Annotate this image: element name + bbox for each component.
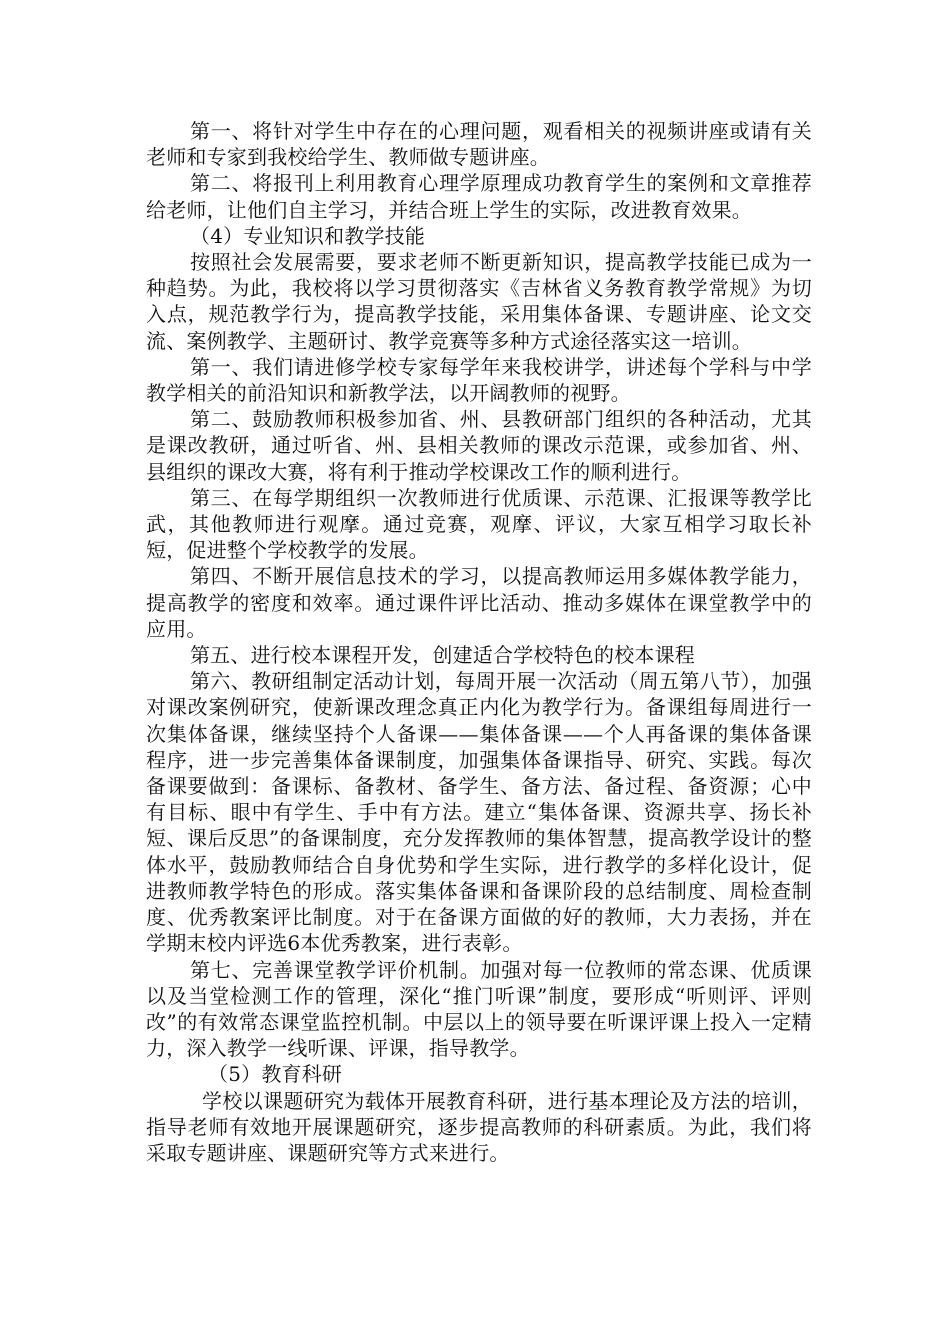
paragraph-collective-lesson-planning: 第六、教研组制定活动计划，每周开展一次活动（周五第八节），加强对课改案例研究，使新课改理念真正内化为教学行为。备课组每周进行一次集体备课，继续坚持个人备课——集体备课——个人再备课的集体备课程序，进一步完善集体备课制度，加强集体备课指导、研究、实践。每次备课要做到：备课标、备教材、备学生、备方法、备过程、备资源；心中有目标、眼中有学生、手中有方法。建立“集体备课、资源共享、扬长补短、课后反思”的备课制度，充分发挥教师的集体智慧，提高教学设计的整体水平，鼓励教师结合自身优势和学生实际，进行教学的多样化设计，促进教师教学特色的形成。落实集体备课和备课阶段的总结制度、周检查制度、优秀教案评比制度。对于在备课方面做的好的教师，大力表扬，并在学期末校内评选6本优秀教案，进行表彰。: [146, 669, 812, 956]
paragraph-skills-overview: 按照社会发展需要，要求老师不断更新知识，提高教学技能已成为一种趋势。为此，我校将以学习贯彻落实《吉林省义务教育教学常规》为切入点，规范教学行为，提高教学技能，采用集体备课、专题讲座、论文交流、案例教学、主题研讨、教学竞赛等多种方式途径落实这一培训。: [146, 250, 812, 353]
paragraph-expert-lectures: 第一、我们请进修学校专家每学年来我校讲学，讲述每个学科与中学教学相关的前沿知识和新教学法，以开阔教师的视野。: [146, 354, 812, 406]
paragraph-school-curriculum: 第五、进行校本课程开发，创建适合学校特色的校本课程: [190, 643, 695, 668]
document-body: [146, 118, 812, 1166]
paragraph-information-technology: 第四、不断开展信息技术的学习，以提高教师运用多媒体教学能力，提高教学的密度和效率。通过课件评比活动、推动多媒体在课堂教学中的应用。: [146, 564, 812, 641]
paragraph-recommended-cases: 第二、将报刊上利用教育心理学原理成功教育学生的案例和文章推荐给老师，让他们自主学习，并结合班上学生的实际，改进教育效果。: [146, 171, 812, 222]
paragraph-teaching-research-activities: 第二、鼓励教师积极参加省、州、县教研部门组织的各种活动，尤其是课改教研，通过听省、州、县相关教师的课改示范课，或参加省、州、县组织的课改大赛，将有利于推动学校课改工作的顺利进行。: [146, 407, 812, 484]
paragraph-teaching-competition: 第三、在每学期组织一次教师进行优质课、示范课、汇报课等教学比武，其他教师进行观摩。通过竞赛，观摩、评议，大家互相学习取长补短，促进整个学校教学的发展。: [146, 485, 812, 563]
section-heading-professional-skills: （4）专业知识和教学技能: [190, 223, 426, 248]
paragraph-psychology-lectures: 第一、将针对学生中存在的心理问题，观看相关的视频讲座或请有关老师和专家到我校给学生、教师做专题讲座。: [146, 119, 812, 170]
paragraph-classroom-evaluation: 第七、完善课堂教学评价机制。加强对每一位教师的常态课、优质课以及当堂检测工作的管理，深化“推门听课”制度，要形成“听则评、评则改”的有效常态课堂监控机制。中层以上的领导要在听课评课上投入一定精力，深入教学一线听课、评课，指导教学。: [146, 957, 812, 1061]
paragraph-research-approach: 学校以课题研究为载体开展教育科研，进行基本理论及方法的培训，指导老师有效地开展课题研究，逐步提高教师的科研素质。为此，我们将采取专题讲座、课题研究等方式来进行。: [146, 1088, 812, 1165]
section-heading-educational-research: （5）教育科研: [208, 1062, 343, 1087]
